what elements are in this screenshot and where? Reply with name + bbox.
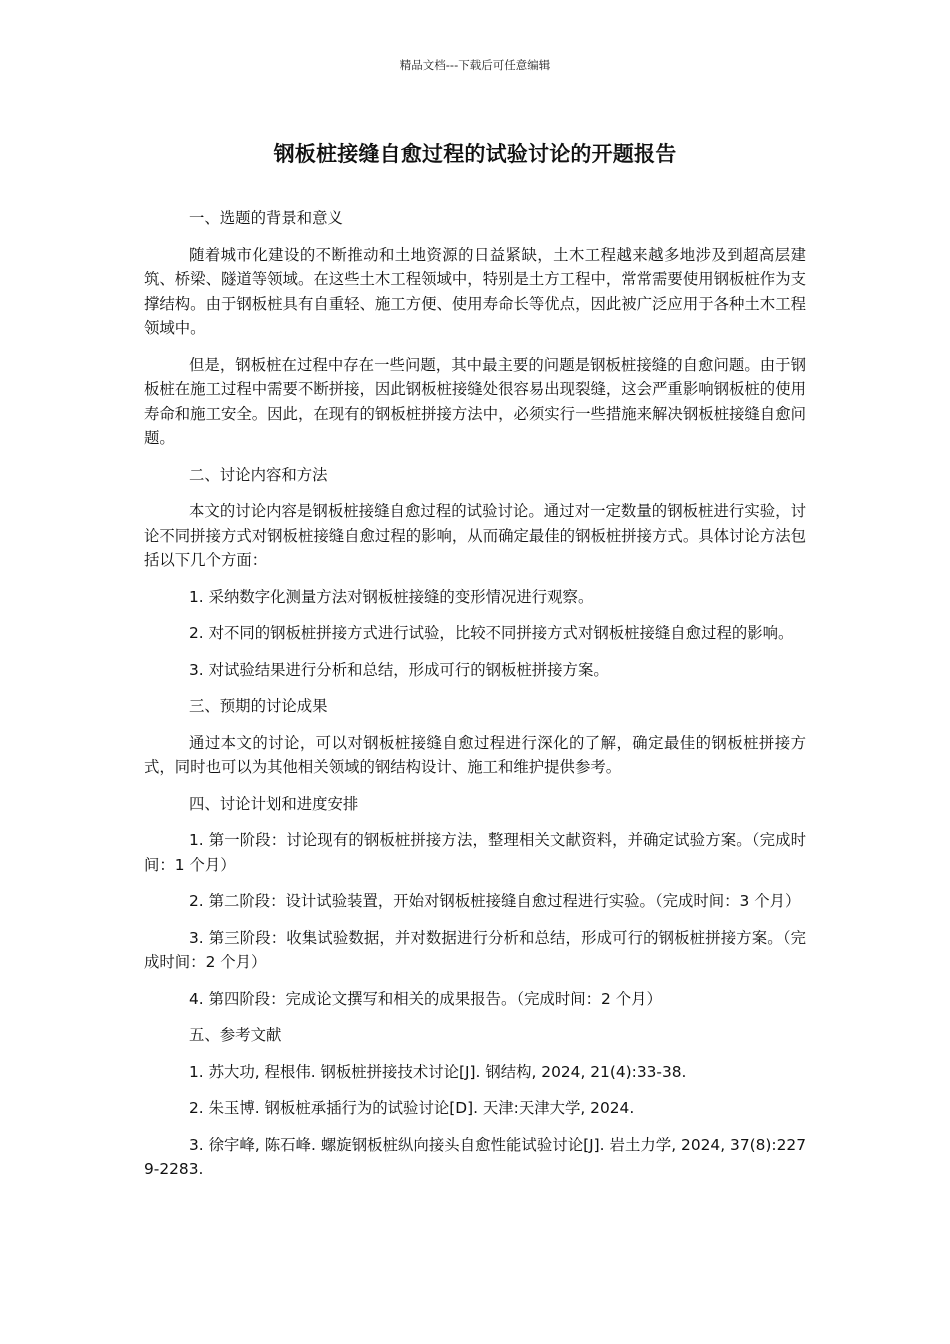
list-item-schedule-4: 4. 第四阶段：完成论文撰写和相关的成果报告。（完成时间：2 个月）	[189, 989, 662, 1008]
list-item-schedule-2: 2. 第二阶段：设计试验装置，开始对钢板桩接缝自愈过程进行实验。（完成时间：3 个月）	[189, 892, 801, 910]
reference-item-2: 2. 朱玉博. 钢板桩承插行为的试验讨论[D]. 天津:天津大学, 2024.	[189, 1099, 635, 1117]
section-heading-content-method: 二、讨论内容和方法	[189, 465, 328, 484]
section-heading-schedule: 四、讨论计划和进度安排	[189, 794, 359, 813]
section-heading-expected-results: 三、预期的讨论成果	[189, 697, 328, 715]
reference-item-3: 3. 徐宇峰, 陈石峰. 螺旋钢板桩纵向接头自愈性能试验讨论[J]. 岩土力学, 2024, 37(8):2279-2283.	[144, 1135, 806, 1178]
section-heading-references: 五、参考文献	[189, 1026, 282, 1044]
list-item-method-3: 3. 对试验结果进行分析和总结，形成可行的钢板桩拼接方案。	[189, 660, 609, 679]
reference-item-1: 1. 苏大功, 程根伟. 钢板桩拼接技术讨论[J]. 钢结构, 2024, 21(4):33-38.	[189, 1062, 687, 1081]
header-note: 精品文档---下载后可任意编辑	[399, 58, 551, 72]
document-body	[144, 206, 806, 1194]
section-heading-background: 一、选题的背景和意义	[189, 209, 343, 227]
list-item-schedule-1: 1. 第一阶段：讨论现有的钢板桩拼接方法，整理相关文献资料，并确定试验方案。（完成时间：1 个月）	[144, 831, 806, 874]
paragraph-background-2: 但是，钢板桩在过程中存在一些问题，其中最主要的问题是钢板桩接缝的自愈问题。由于钢板桩在施工过程中需要不断拼接，因此钢板桩接缝处很容易出现裂缝，这会严重影响钢板桩的使用寿命和施工安全。因此，在现有的钢板桩拼接方法中，必须实行一些措施来解决钢板桩接缝自愈问题。	[144, 355, 806, 447]
paragraph-expected-results: 通过本文的讨论，可以对钢板桩接缝自愈过程进行深化的了解，确定最佳的钢板桩拼接方式，同时也可以为其他相关领域的钢结构设计、施工和维护提供参考。	[144, 733, 806, 776]
paragraph-background-1: 随着城市化建设的不断推动和土地资源的日益紧缺，土木工程越来越多地涉及到超高层建筑、桥梁、隧道等领域。在这些土木工程领域中，特别是土方工程中，常常需要使用钢板桩作为支撑结构。由于钢板桩具有自重轻、施工方便、使用寿命长等优点，因此被广泛应用于各种土木工程领域中。	[144, 245, 806, 337]
list-item-method-1: 1. 采纳数字化测量方法对钢板桩接缝的变形情况进行观察。	[189, 587, 594, 606]
paragraph-content-method: 本文的讨论内容是钢板桩接缝自愈过程的试验讨论。通过对一定数量的钢板桩进行实验，讨论不同拼接方式对钢板桩接缝自愈过程的影响，从而确定最佳的钢板桩拼接方式。具体讨论方法包括以下几个方面：	[144, 502, 806, 569]
list-item-schedule-3: 3. 第三阶段：收集试验数据，并对数据进行分析和总结，形成可行的钢板桩拼接方案。（完成时间：2 个月）	[144, 928, 806, 971]
document-title: 钢板桩接缝自愈过程的试验讨论的开题报告	[273, 142, 677, 166]
list-item-method-2: 2. 对不同的钢板桩拼接方式进行试验，比较不同拼接方式对钢板桩接缝自愈过程的影响。	[189, 624, 794, 642]
